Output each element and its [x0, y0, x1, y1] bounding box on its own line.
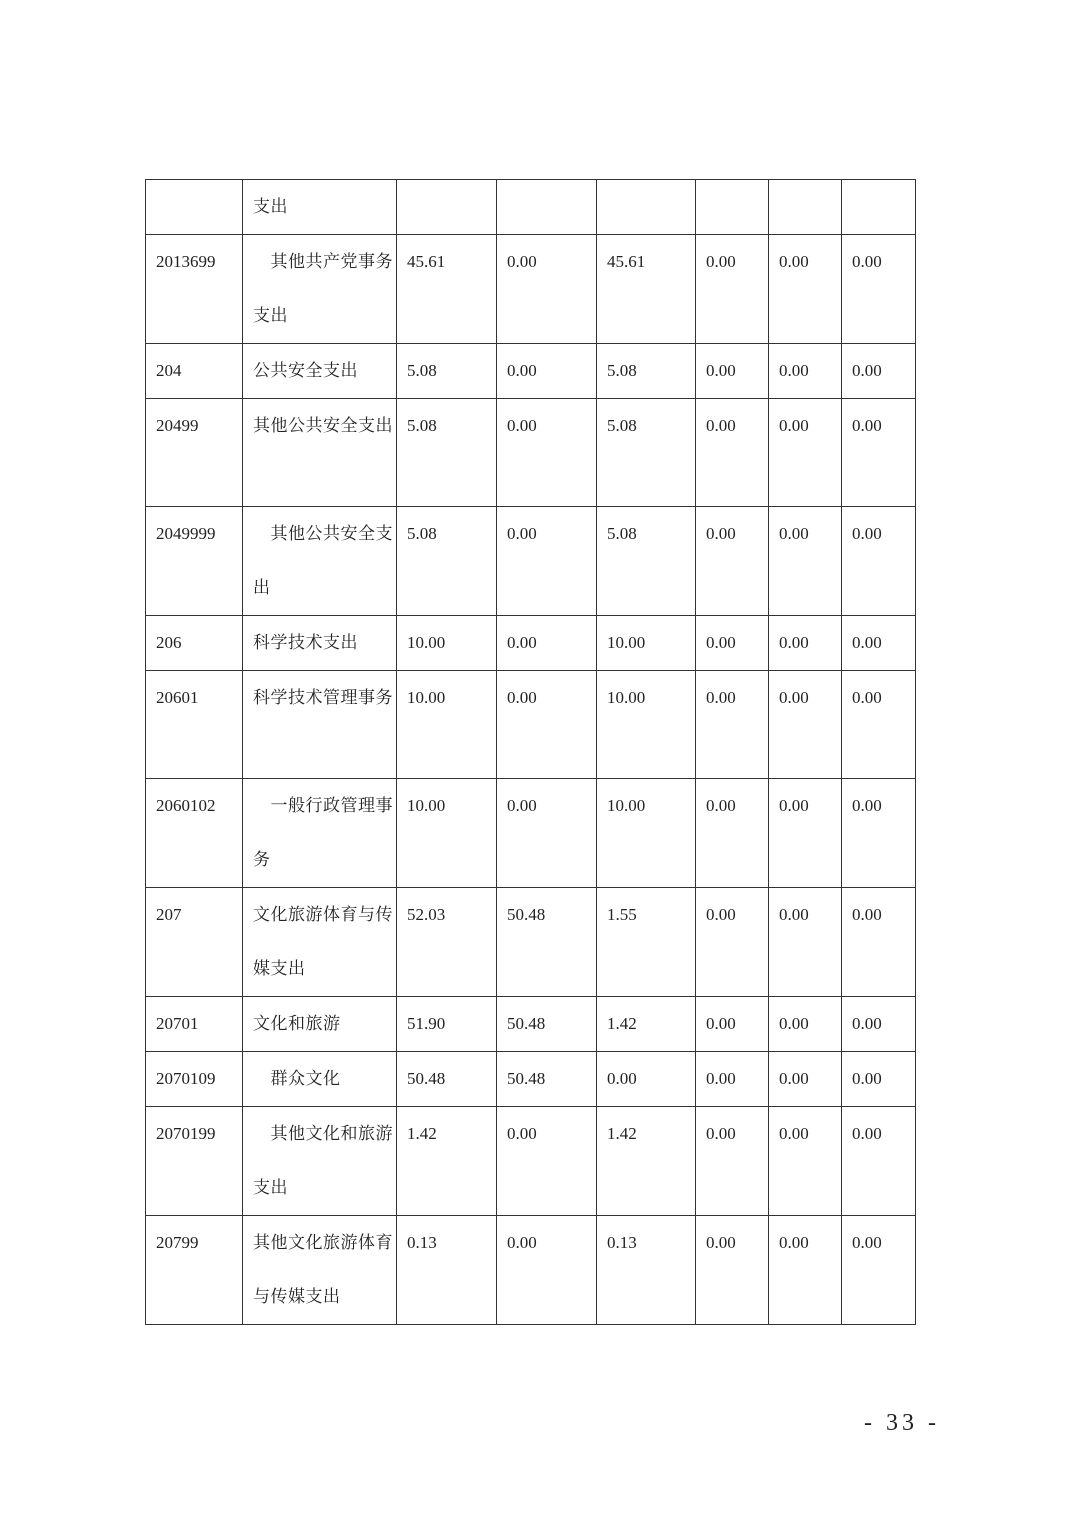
value-cell: 0.00	[497, 235, 597, 344]
budget-table	[145, 179, 916, 1325]
value-cell: 10.00	[397, 671, 497, 779]
value-cell: 0.00	[497, 399, 597, 507]
value-cell: 0.00	[769, 1107, 842, 1216]
value-cell: 0.00	[497, 344, 597, 399]
value-cell: 0.00	[769, 1052, 842, 1107]
value-cell: 5.08	[597, 344, 696, 399]
value-cell: 0.00	[842, 1052, 916, 1107]
value-cell: 0.00	[497, 671, 597, 779]
value-cell: 0.00	[696, 235, 769, 344]
name-cell: 其他文化旅游体育与传媒支出	[243, 1216, 397, 1325]
value-cell: 45.61	[397, 235, 497, 344]
table-row	[146, 616, 916, 671]
table-row	[146, 671, 916, 779]
value-cell: 0.00	[842, 399, 916, 507]
name-cell: 一般行政管理事务	[243, 779, 397, 888]
name-cell: 科学技术支出	[243, 616, 397, 671]
value-cell: 10.00	[597, 671, 696, 779]
name-cell: 其他公共安全支出	[243, 507, 397, 616]
value-cell: 52.03	[397, 888, 497, 997]
value-cell: 0.00	[769, 344, 842, 399]
code-cell: 207	[146, 888, 243, 997]
value-cell: 5.08	[397, 344, 497, 399]
name-cell: 科学技术管理事务	[243, 671, 397, 779]
value-cell: 0.00	[842, 1216, 916, 1325]
value-cell: 0.13	[397, 1216, 497, 1325]
table-row	[146, 235, 916, 344]
name-cell: 文化旅游体育与传媒支出	[243, 888, 397, 997]
page-number: - 33 -	[864, 1410, 940, 1436]
value-cell: 0.00	[769, 507, 842, 616]
value-cell: 10.00	[597, 616, 696, 671]
value-cell: 5.08	[397, 507, 497, 616]
value-cell: 0.00	[696, 779, 769, 888]
value-cell	[769, 180, 842, 235]
value-cell: 0.00	[769, 235, 842, 344]
value-cell: 10.00	[597, 779, 696, 888]
name-cell: 其他共产党事务支出	[243, 235, 397, 344]
value-cell: 0.00	[696, 616, 769, 671]
value-cell: 0.00	[696, 1052, 769, 1107]
value-cell: 0.00	[842, 344, 916, 399]
value-cell: 0.00	[842, 671, 916, 779]
value-cell: 50.48	[397, 1052, 497, 1107]
value-cell	[696, 180, 769, 235]
code-cell: 2013699	[146, 235, 243, 344]
value-cell: 0.00	[597, 1052, 696, 1107]
name-cell: 支出	[243, 180, 397, 235]
value-cell: 5.08	[397, 399, 497, 507]
code-cell: 20499	[146, 399, 243, 507]
value-cell: 1.55	[597, 888, 696, 997]
value-cell: 0.00	[769, 888, 842, 997]
value-cell: 0.00	[769, 399, 842, 507]
table-row	[146, 344, 916, 399]
value-cell: 45.61	[597, 235, 696, 344]
value-cell: 0.00	[769, 779, 842, 888]
code-cell: 2070109	[146, 1052, 243, 1107]
value-cell: 0.00	[497, 779, 597, 888]
value-cell: 0.00	[696, 997, 769, 1052]
table-row	[146, 507, 916, 616]
code-cell: 20601	[146, 671, 243, 779]
code-cell: 20701	[146, 997, 243, 1052]
code-cell: 204	[146, 344, 243, 399]
code-cell: 2070199	[146, 1107, 243, 1216]
value-cell: 0.00	[696, 507, 769, 616]
table-row	[146, 888, 916, 997]
code-cell: 206	[146, 616, 243, 671]
value-cell: 5.08	[597, 399, 696, 507]
code-cell: 20799	[146, 1216, 243, 1325]
value-cell: 50.48	[497, 888, 597, 997]
value-cell: 0.00	[769, 616, 842, 671]
value-cell: 0.00	[497, 1216, 597, 1325]
name-cell: 文化和旅游	[243, 997, 397, 1052]
value-cell: 0.00	[497, 1107, 597, 1216]
code-cell: 2049999	[146, 507, 243, 616]
value-cell: 0.00	[769, 1216, 842, 1325]
value-cell: 50.48	[497, 997, 597, 1052]
value-cell	[597, 180, 696, 235]
value-cell: 0.00	[842, 888, 916, 997]
code-cell	[146, 180, 243, 235]
table-row	[146, 1216, 916, 1325]
table-row	[146, 399, 916, 507]
value-cell: 0.00	[497, 616, 597, 671]
value-cell: 0.00	[497, 507, 597, 616]
code-cell: 2060102	[146, 779, 243, 888]
value-cell: 0.00	[696, 888, 769, 997]
value-cell: 50.48	[497, 1052, 597, 1107]
value-cell: 0.00	[842, 779, 916, 888]
name-cell: 公共安全支出	[243, 344, 397, 399]
value-cell: 0.00	[696, 671, 769, 779]
value-cell	[397, 180, 497, 235]
value-cell: 1.42	[597, 1107, 696, 1216]
value-cell: 0.00	[769, 997, 842, 1052]
value-cell: 0.00	[696, 399, 769, 507]
value-cell: 0.00	[696, 1107, 769, 1216]
value-cell: 0.00	[842, 1107, 916, 1216]
value-cell: 1.42	[397, 1107, 497, 1216]
value-cell: 1.42	[597, 997, 696, 1052]
value-cell: 10.00	[397, 779, 497, 888]
value-cell: 0.00	[842, 616, 916, 671]
name-cell: 其他文化和旅游支出	[243, 1107, 397, 1216]
value-cell: 10.00	[397, 616, 497, 671]
value-cell: 0.00	[696, 1216, 769, 1325]
table-row	[146, 997, 916, 1052]
table-row	[146, 779, 916, 888]
value-cell	[842, 180, 916, 235]
value-cell: 0.00	[696, 344, 769, 399]
table-row	[146, 1052, 916, 1107]
value-cell: 51.90	[397, 997, 497, 1052]
value-cell: 0.13	[597, 1216, 696, 1325]
value-cell: 0.00	[769, 671, 842, 779]
value-cell: 0.00	[842, 235, 916, 344]
value-cell	[497, 180, 597, 235]
table-row	[146, 1107, 916, 1216]
value-cell: 5.08	[597, 507, 696, 616]
value-cell: 0.00	[842, 997, 916, 1052]
value-cell: 0.00	[842, 507, 916, 616]
name-cell: 群众文化	[243, 1052, 397, 1107]
name-cell: 其他公共安全支出	[243, 399, 397, 507]
table-row	[146, 180, 916, 235]
